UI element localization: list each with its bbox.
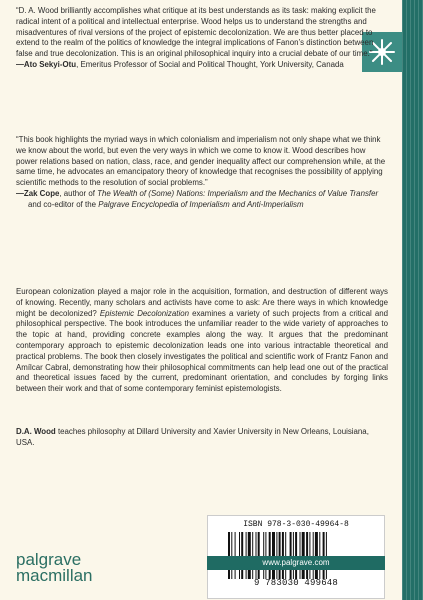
author-name: D.A. Wood <box>16 427 56 436</box>
spine-texture <box>402 0 423 600</box>
barcode-number: 9 783030 499648 <box>253 578 338 588</box>
endorsement-attribution <box>16 189 388 211</box>
endorser-name: —Zak Cope <box>16 188 60 198</box>
description-text-2: examines a variety of such projects from a critical and philosophical perspective. The book introduces the unfamiliar reader to the wide variety of approaches to the topic at hand, providing concrete examples along the way. It argues that the predominant contemporary approach to epistemic decolonization leads one into various intractable theoretical and practical problems. The book then closely investigates the political and scientific work of Frantz Fanon and Amílcar Cabral, demonstrating how their philosophical commitments can help lead one out of the practical and theoretical issues faced by the current, predominant orientation, and concludes by forging links between their work and that of some contemporary feminist epistemologists. <box>16 308 389 394</box>
endorser-name: —Ato Sekyi-Otu <box>16 59 77 69</box>
endorser-book-title-2: Palgrave Encyclopedia of Imperialism and Anti-Imperialism <box>98 199 304 209</box>
author-bio <box>16 427 388 449</box>
book-description <box>16 287 388 395</box>
endorser-affiliation: , author of <box>59 188 98 198</box>
endorsement-text: “D. A. Wood brilliantly accomplishes what critique at its best understands as its task: making explicit the radical intent of a political and intellectual enterprise. Wood helps us to understand the strengths and misadventures of rival versions of the project of epistemic decolonization. We are thus better placed to extend to the realm of the politics of knowledge the integral implications of Fanon’s distinction between false and true decolonization. This is an original philosophical inquiry into a crucial debate of our time.” <box>16 6 376 59</box>
publisher-logo <box>16 552 93 584</box>
publisher-url-bar <box>207 556 385 570</box>
endorser-book-title: The Wealth of (Some) Nations: Imperialism and the Mechanics of Value Transfer <box>97 188 379 198</box>
book-title: Epistemic Decolonization <box>99 308 189 318</box>
endorsement-attribution <box>16 60 388 71</box>
publisher-url: www.palgrave.com <box>262 558 330 567</box>
publisher-line-2: macmillan <box>16 566 93 585</box>
author-bio-text: teaches philosophy at Dillard University and Xavier University in New Orleans, Louisiana, USA. <box>16 427 369 447</box>
endorsement-quote-2 <box>16 135 388 211</box>
endorsement-quote-1 <box>16 6 388 71</box>
endorsement-text: “This book highlights the myriad ways in which colonialism and imperialism not only shape what we think we know about the world, but even the very ways in which we come to know it. Wood describes how power relations based on nation, class, race, and gender inequality affect our comprehension while, at the same time, he advocates an emancipatory theory of knowledge that recognises the possibility of applying scientific methods to the resolution of social problems.” <box>16 135 386 188</box>
description-text-1: European colonization played a major role in the acquisition, formation, and destruction of different ways of knowing. Recently, many scholars and activists have come to ask: Are there ways in which knowledge might be decolonized? <box>16 287 388 318</box>
publisher-line-1: palgrave <box>16 550 82 569</box>
endorser-affiliation-cont: and co-editor of the <box>28 199 99 209</box>
isbn-label: ISBN 978-3-030-49964-8 <box>243 520 349 529</box>
endorser-affiliation: , Emeritus Professor of Social and Political Thought, York University, Canada <box>76 59 344 69</box>
